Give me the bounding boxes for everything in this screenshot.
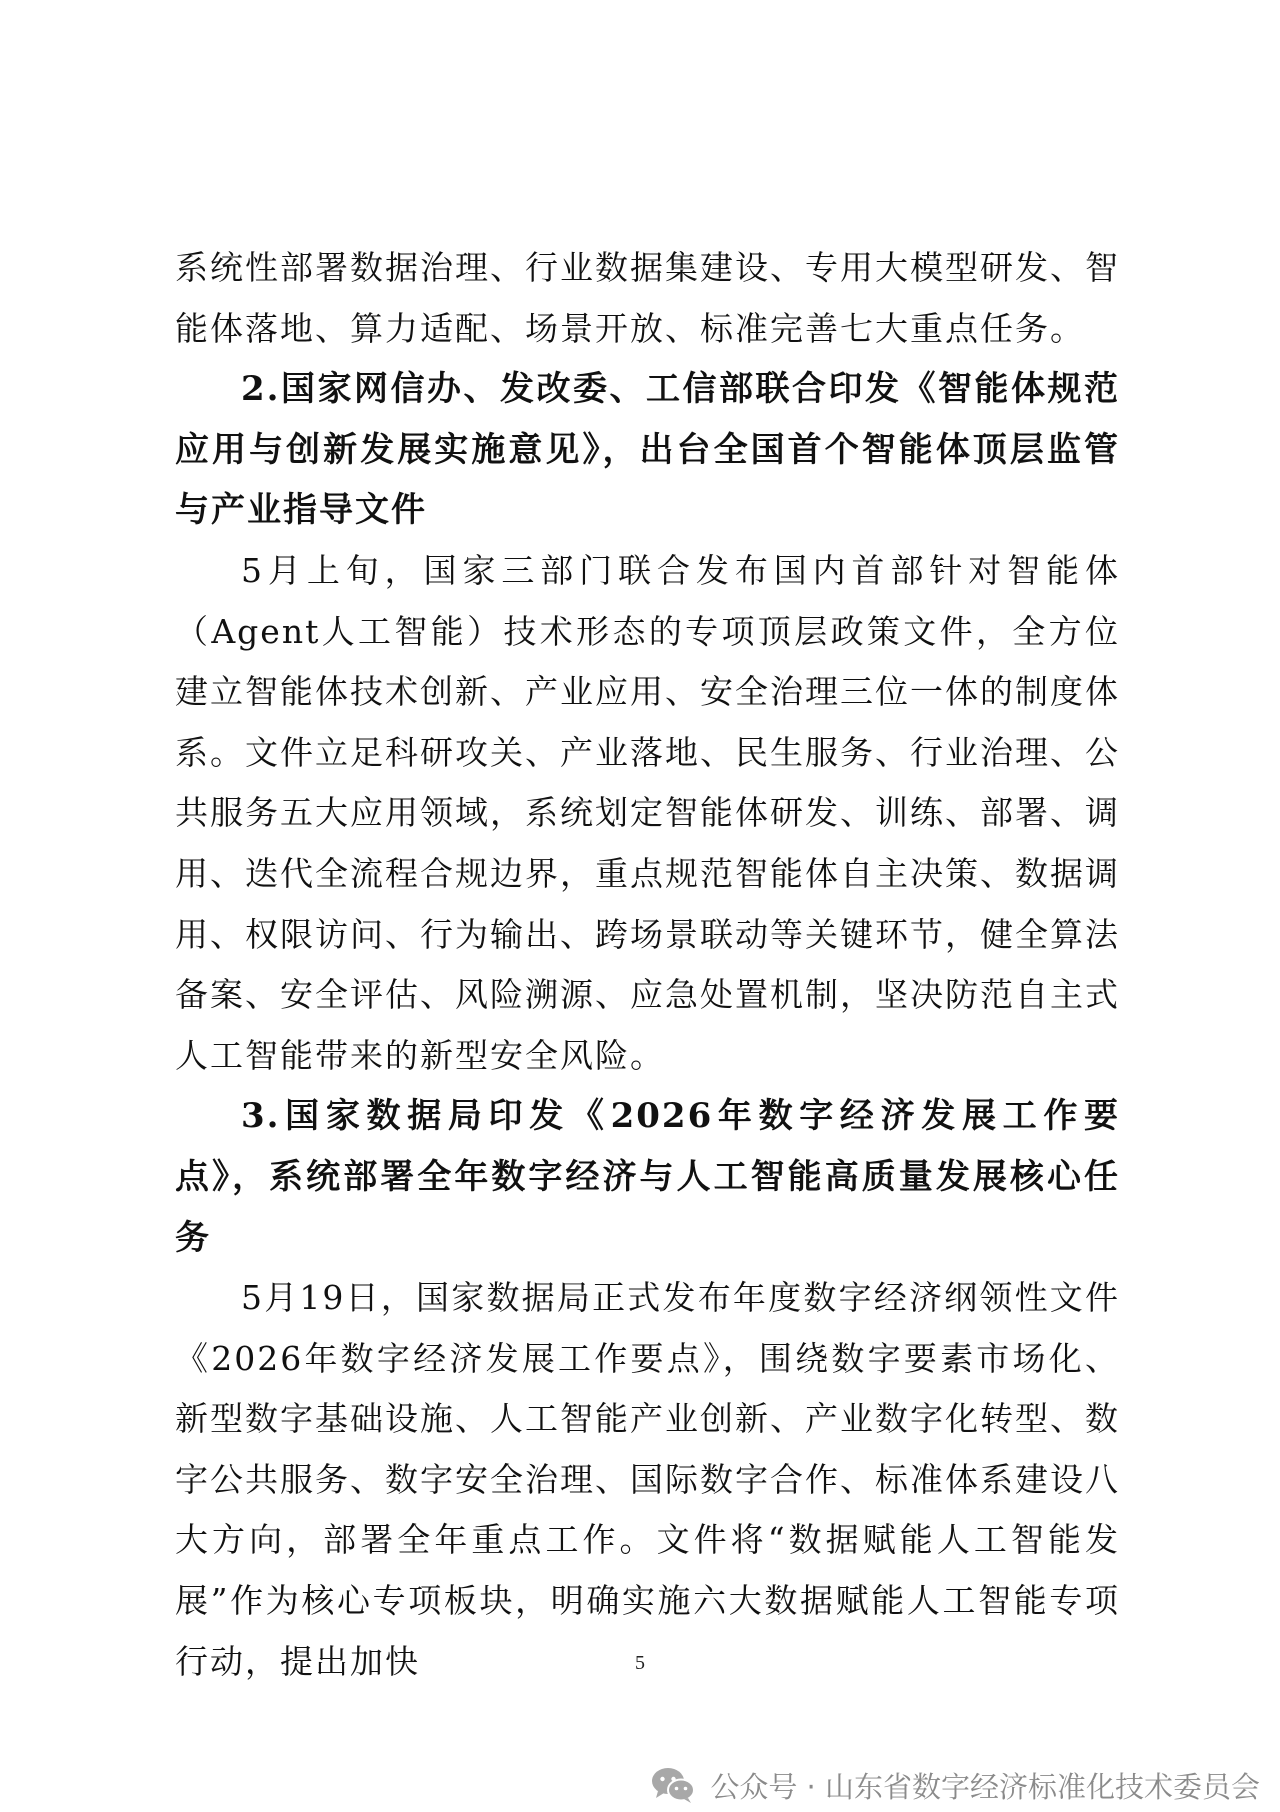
section-heading-2: 2.国家网信办、发改委、工信部联合印发《智能体规范应用与创新发展实施意见》，出台全国首个智能体顶层监管与产业指导文件 bbox=[175, 369, 1120, 531]
paragraph-3: 5月19日，国家数据局正式发布年度数字经济纲领性文件《2026年数字经济发展工作要点》，围绕数字要素市场化、新型数字基础设施、人工智能产业创新、产业数字化转型、数字公共服务、数字安全治理、国际数字合作、标准体系建设八大方向，部署全年重点工作。文件将“数据赋能人工智能发展”作为核心专项板块，明确实施六大数据赋能人工智能专项行动，提出加快 bbox=[175, 1278, 1120, 1681]
watermark bbox=[0, 1765, 1280, 1805]
wechat-icon bbox=[650, 1765, 696, 1805]
paragraph-2: 5月上旬，国家三部门联合发布国内首部针对智能体（Agent人工智能）技术形态的专项顶层政策文件，全方位建立智能体技术创新、产业应用、安全治理三位一体的制度体系。文件立足科研攻关、产业落地、民生服务、行业治理、公共服务五大应用领域，系统划定智能体研发、训练、部署、调用、迭代全流程合规边界，重点规范智能体自主决策、数据调用、权限访问、行为输出、跨场景联动等关键环节，健全算法备案、安全评估、风险溯源、应急处置机制，坚决防范自主式人工智能带来的新型安全风险。 bbox=[175, 550, 1120, 1075]
paragraph-1: 系统性部署数据治理、行业数据集建设、专用大模型研发、智能体落地、算力适配、场景开放、标准完善七大重点任务。 bbox=[175, 248, 1120, 348]
document-body bbox=[175, 238, 1120, 1692]
watermark-text: 公众号 · 山东省数字经济标准化技术委员会 bbox=[710, 1769, 1260, 1804]
section-heading-3: 3.国家数据局印发《2026年数字经济发展工作要点》，系统部署全年数字经济与人工智能高质量发展核心任务 bbox=[175, 1096, 1120, 1258]
page-number: 5 bbox=[635, 1652, 645, 1674]
